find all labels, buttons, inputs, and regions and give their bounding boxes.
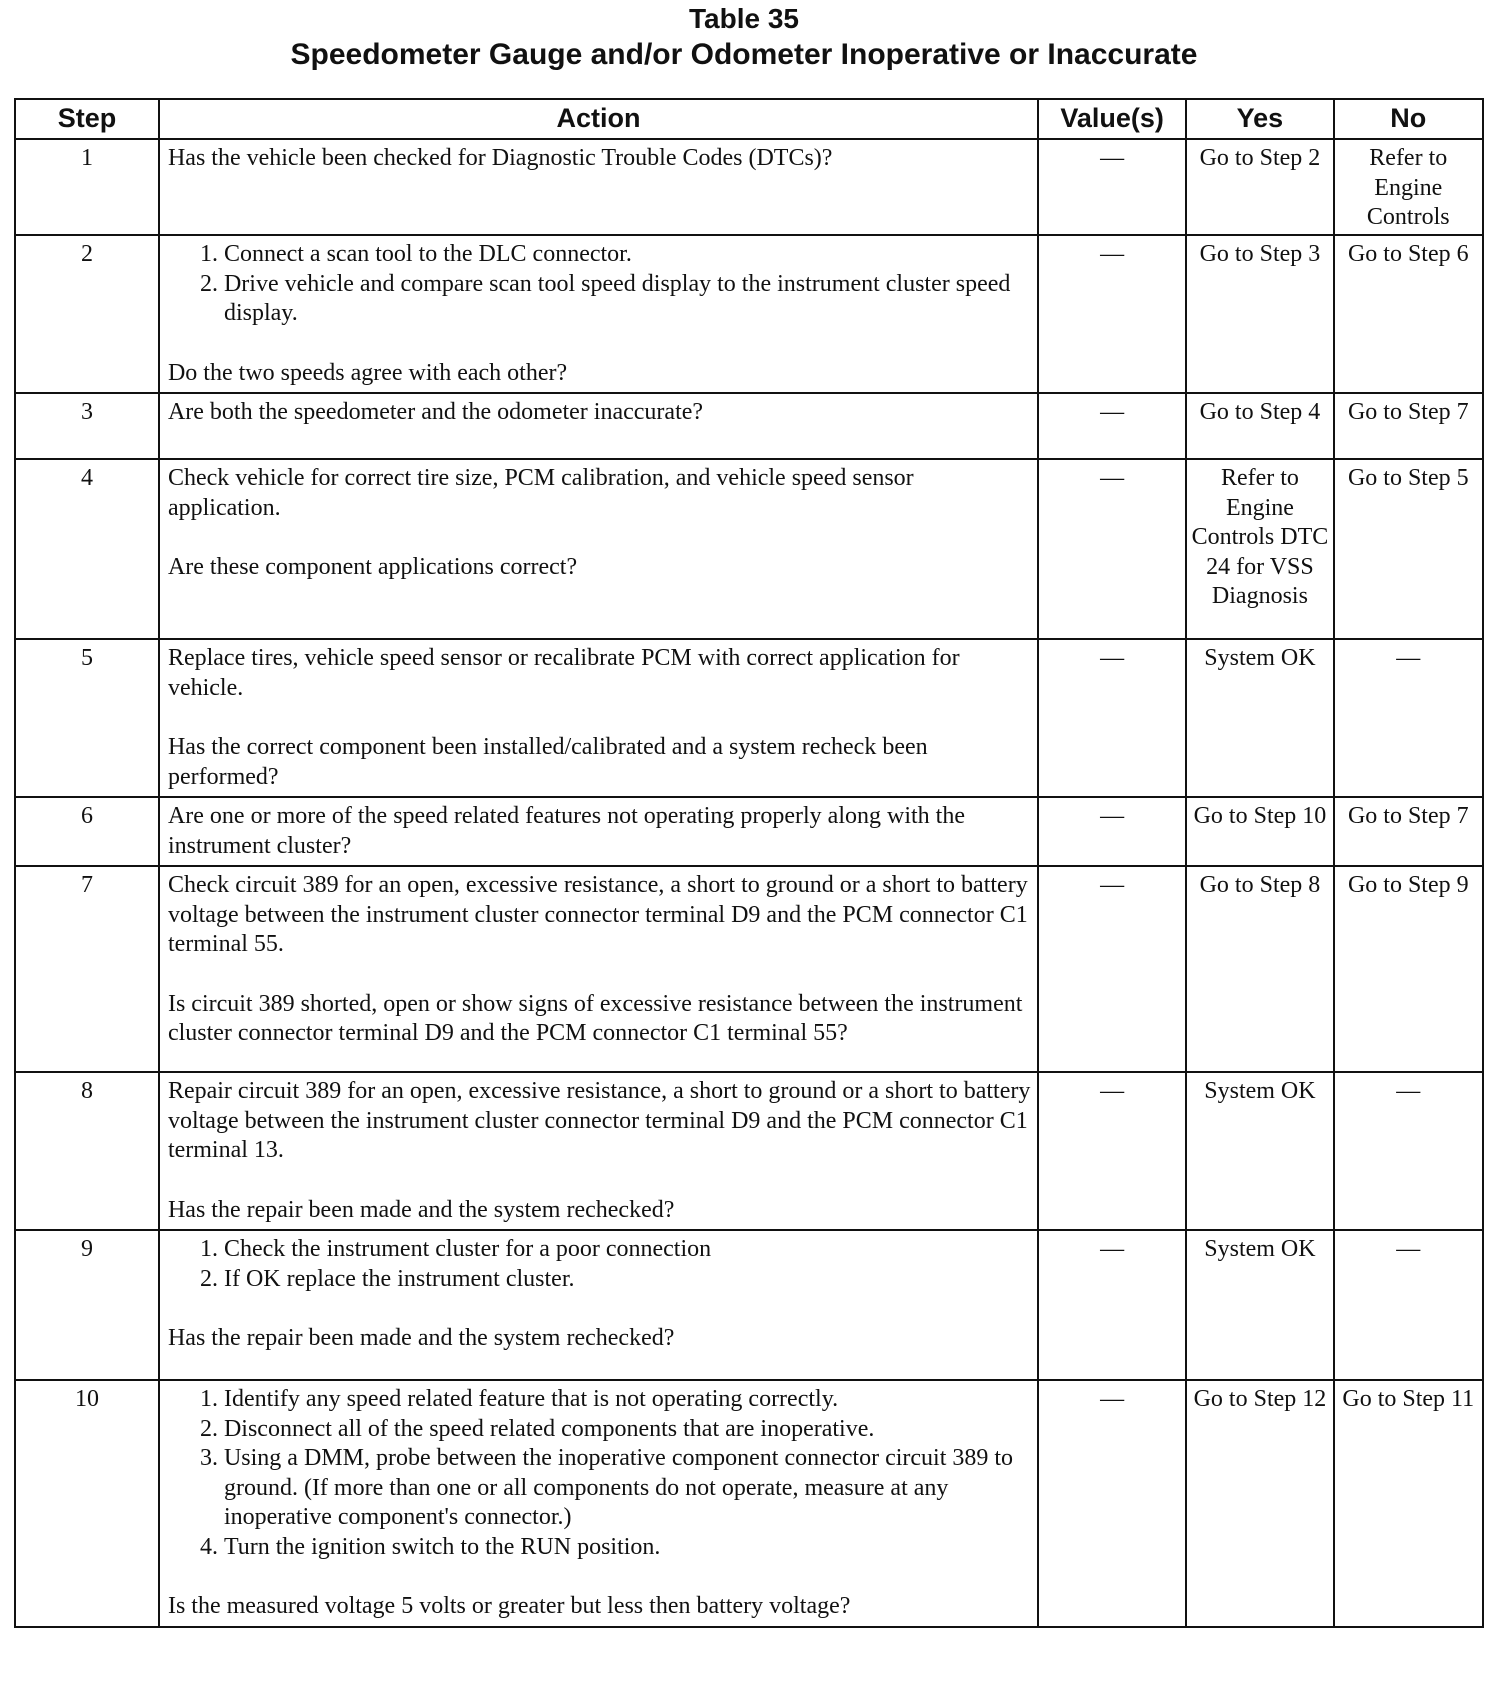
action-cell <box>159 797 1038 866</box>
value-cell: — <box>1038 1230 1186 1380</box>
value-cell: — <box>1038 459 1186 639</box>
step-number: 10 <box>15 1380 159 1627</box>
yes-cell: Go to Step 8 <box>1186 866 1333 1072</box>
action-question: Is circuit 389 shorted, open or show signs of excessive resistance between the instrument cluster connector terminal D9 and the PCM connector C1 terminal 55? <box>167 990 1023 1046</box>
action-question: Has the repair been made and the system rechecked? <box>167 1196 675 1223</box>
no-cell: Go to Step 5 <box>1334 459 1483 639</box>
yes-cell: Go to Step 4 <box>1186 393 1333 459</box>
table-number: Table 35 <box>689 3 799 34</box>
header-step: Step <box>15 99 159 139</box>
table-row <box>15 459 1483 639</box>
action-step-item: 1. Identify any speed related feature that is not operating correctly. <box>224 1385 1031 1415</box>
header-yes: Yes <box>1186 99 1333 139</box>
table-row <box>15 1230 1483 1380</box>
action-step-item: 1. Check the instrument cluster for a poor connection <box>224 1235 1031 1265</box>
action-step-item: 1. Connect a scan tool to the DLC connector. <box>224 240 1031 270</box>
action-cell <box>159 1230 1038 1380</box>
action-steps-list <box>168 1385 1031 1562</box>
no-cell: Refer to Engine Controls <box>1334 139 1483 235</box>
table-row <box>15 235 1483 393</box>
no-cell: — <box>1334 639 1483 797</box>
spacer <box>168 960 1031 990</box>
action-cell <box>159 866 1038 1072</box>
action-instruction: Repair circuit 389 for an open, excessive resistance, a short to ground or a short to battery voltage between the instrument cluster connector terminal D9 and the PCM connector C1 terminal 13. <box>167 1078 1031 1163</box>
step-number: 2 <box>15 235 159 393</box>
action-instruction: Check circuit 389 for an open, excessive resistance, a short to ground or a short to battery voltage between the instrument cluster connector terminal D9 and the PCM connector C1 terminal 55. <box>167 872 1028 957</box>
yes-cell: Refer to Engine Controls DTC 24 for VSS Diagnosis <box>1186 459 1333 639</box>
value-cell: — <box>1038 393 1186 459</box>
step-number: 4 <box>15 459 159 639</box>
action-cell <box>159 639 1038 797</box>
table-row <box>15 639 1483 797</box>
value-cell: — <box>1038 866 1186 1072</box>
action-step-item: 2. If OK replace the instrument cluster. <box>224 1265 1031 1295</box>
no-cell: — <box>1334 1072 1483 1230</box>
header-values: Value(s) <box>1038 99 1186 139</box>
spacer <box>168 523 1031 553</box>
table-row <box>15 1072 1483 1230</box>
action-cell <box>159 235 1038 393</box>
action-step-item: 2. Disconnect all of the speed related components that are inoperative. <box>224 1415 1031 1445</box>
value-cell: — <box>1038 639 1186 797</box>
no-cell: — <box>1334 1230 1483 1380</box>
table-row <box>15 1380 1483 1627</box>
header-action: Action <box>159 99 1038 139</box>
action-question: Are these component applications correct? <box>167 554 578 580</box>
action-question: Do the two speeds agree with each other? <box>167 359 568 386</box>
value-cell: — <box>1038 797 1186 866</box>
no-cell: Go to Step 11 <box>1334 1380 1483 1627</box>
yes-cell: Go to Step 10 <box>1186 797 1333 866</box>
no-cell: Go to Step 7 <box>1334 797 1483 866</box>
action-steps-list <box>168 240 1031 329</box>
action-step-item: 3. Using a DMM, probe between the inoperative component connector circuit 389 to ground. (If more than one or all components do not operate, measure at any inoperative component's connector.) <box>224 1444 1031 1533</box>
action-question: Are both the speedometer and the odometer inaccurate? <box>167 399 704 425</box>
diagnostic-table <box>14 98 1484 1628</box>
no-cell: Go to Step 7 <box>1334 393 1483 459</box>
step-number: 6 <box>15 797 159 866</box>
action-step-item: 2. Drive vehicle and compare scan tool speed display to the instrument cluster speed display. <box>224 270 1031 329</box>
action-cell <box>159 1380 1038 1627</box>
table-caption: Speedometer Gauge and/or Odometer Inoperative or Inaccurate <box>290 38 1198 71</box>
table-row <box>15 393 1483 459</box>
action-question: Is the measured voltage 5 volts or greater but less then battery voltage? <box>167 1593 851 1619</box>
step-number: 9 <box>15 1230 159 1380</box>
header-no: No <box>1334 99 1483 139</box>
action-question: Are one or more of the speed related features not operating properly along with the instrument cluster? <box>167 803 965 859</box>
yes-cell: Go to Step 2 <box>1186 139 1333 235</box>
yes-cell: System OK <box>1186 1072 1333 1230</box>
spacer <box>168 1562 1031 1592</box>
step-number: 3 <box>15 393 159 459</box>
yes-cell: System OK <box>1186 1230 1333 1380</box>
spacer <box>168 329 1031 359</box>
action-instruction: Check vehicle for correct tire size, PCM calibration, and vehicle speed sensor application. <box>167 465 914 521</box>
step-number: 7 <box>15 866 159 1072</box>
action-steps-list <box>168 1235 1031 1294</box>
action-step-item: 4. Turn the ignition switch to the RUN position. <box>224 1533 1031 1563</box>
spacer <box>168 703 1031 733</box>
step-number: 5 <box>15 639 159 797</box>
action-question: Has the correct component been installed/calibrated and a system recheck been performed? <box>167 734 928 790</box>
step-number: 8 <box>15 1072 159 1230</box>
action-instruction: Replace tires, vehicle speed sensor or recalibrate PCM with correct application for vehicle. <box>167 645 960 701</box>
table-row <box>15 797 1483 866</box>
value-cell: — <box>1038 235 1186 393</box>
step-number: 1 <box>15 139 159 235</box>
spacer <box>168 1166 1031 1196</box>
yes-cell: Go to Step 12 <box>1186 1380 1333 1627</box>
table-title <box>0 2 1488 74</box>
value-cell: — <box>1038 1072 1186 1230</box>
action-cell <box>159 459 1038 639</box>
table-row <box>15 866 1483 1072</box>
header-row <box>15 99 1483 139</box>
no-cell: Go to Step 9 <box>1334 866 1483 1072</box>
value-cell: — <box>1038 1380 1186 1627</box>
action-question: Has the repair been made and the system rechecked? <box>167 1325 675 1351</box>
spacer <box>168 1294 1031 1324</box>
action-cell <box>159 393 1038 459</box>
action-cell <box>159 139 1038 235</box>
table-row <box>15 139 1483 235</box>
action-question: Has the vehicle been checked for Diagnostic Trouble Codes (DTCs)? <box>167 145 833 171</box>
table-body <box>15 139 1483 1627</box>
yes-cell: System OK <box>1186 639 1333 797</box>
yes-cell: Go to Step 3 <box>1186 235 1333 393</box>
no-cell: Go to Step 6 <box>1334 235 1483 393</box>
value-cell: — <box>1038 139 1186 235</box>
action-cell <box>159 1072 1038 1230</box>
